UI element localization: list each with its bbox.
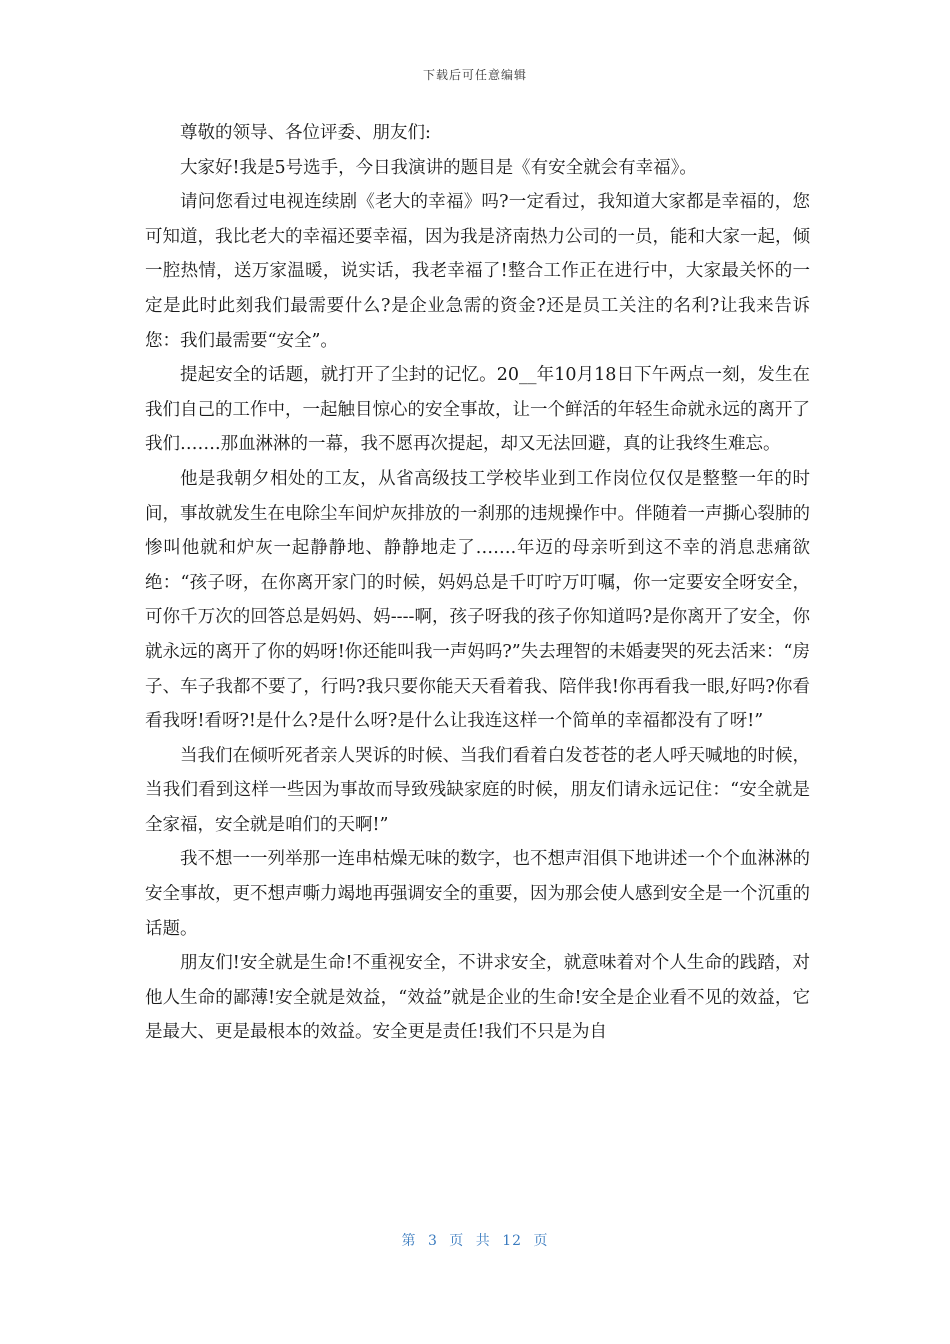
paragraph-memory: 提起安全的话题，就打开了尘封的记忆。20__年10月18日下午两点一刻，发生在我们自己的工作中，一起触目惊心的安全事故，让一个鲜活的年轻生命就永远的离开了我们…….那血淋淋的一幕，我不愿再次提起，却又无法回避，真的让我终生难忘。 <box>145 365 810 455</box>
speech-body <box>145 116 810 1050</box>
paragraph-happiness: 请问您看过电视连续剧《老大的幸福》吗?一定看过，我知道大家都是幸福的，您可知道，我比老大的幸福还要幸福，因为我是济南热力公司的一员，能和大家一起，倾一腔热情，送万家温暖，说实话，我老幸福了!整合工作正在进行中，大家最关怀的一定是此时此刻我们最需要什么?是企业急需的资金?还是员工关注的名利?让我来告诉您：我们最需要“安全”。 <box>145 192 810 351</box>
page-number-footer: 第 3 页 共 12 页 <box>401 1233 549 1249</box>
paragraph-no-numbers: 我不想一一列举那一连串枯燥无味的数字，也不想声泪俱下地讲述一个个血淋淋的安全事故，更不想声嘶力竭地再强调安全的重要，因为那会使人感到安全是一个沉重的话题。 <box>145 849 810 939</box>
paragraph-remember: 当我们在倾听死者亲人哭诉的时候、当我们看着白发苍苍的老人呼天喊地的时候，当我们看到这样一些因为事故而导致残缺家庭的时候，朋友们请永远记住：“安全就是全家福，安全就是咱们的天啊!” <box>145 745 810 835</box>
paragraph-safety-is-life: 朋友们!安全就是生命!不重视安全，不讲求安全，就意味着对个人生命的践踏，对他人生命的鄙薄!安全就是效益，“效益”就是企业的生命!安全是企业看不见的效益，它是最大、更是最根本的效益。安全更是责任!我们不只是为自 <box>145 953 810 1043</box>
paragraph-greeting: 尊敬的领导、各位评委、朋友们: <box>180 123 431 143</box>
paragraph-introduction: 大家好!我是5号选手，今日我演讲的题目是《有安全就会有幸福》。 <box>180 157 697 178</box>
page-header-note: 下载后可任意编辑 <box>422 68 527 82</box>
paragraph-coworker: 他是我朝夕相处的工友，从省高级技工学校毕业到工作岗位仅仅是整整一年的时间，事故就发生在电除尘车间炉灰排放的一刹那的违规操作中。伴随着一声撕心裂肺的惨叫他就和炉灰一起静静地、静静地走了…….年迈的母亲听到这不幸的消息悲痛欲绝：“孩子呀，在你离开家门的时候，妈妈总是千叮咛万叮嘱，你一定要安全呀安全，可你千万次的回答总是妈妈、妈----啊，孩子呀我的孩子你知道吗?是你离开了安全，你就永远的离开了你的妈呀!你还能叫我一声妈吗?”失去理智的未婚妻哭的死去活来：“房子、车子我都不要了，行吗?我只要你能天天看着我、陪伴我!你再看我一眼,好吗?你看看我呀!看呀?!是什么?是什么呀?是什么让我连这样一个简单的幸福都没有了呀!” <box>145 468 810 732</box>
